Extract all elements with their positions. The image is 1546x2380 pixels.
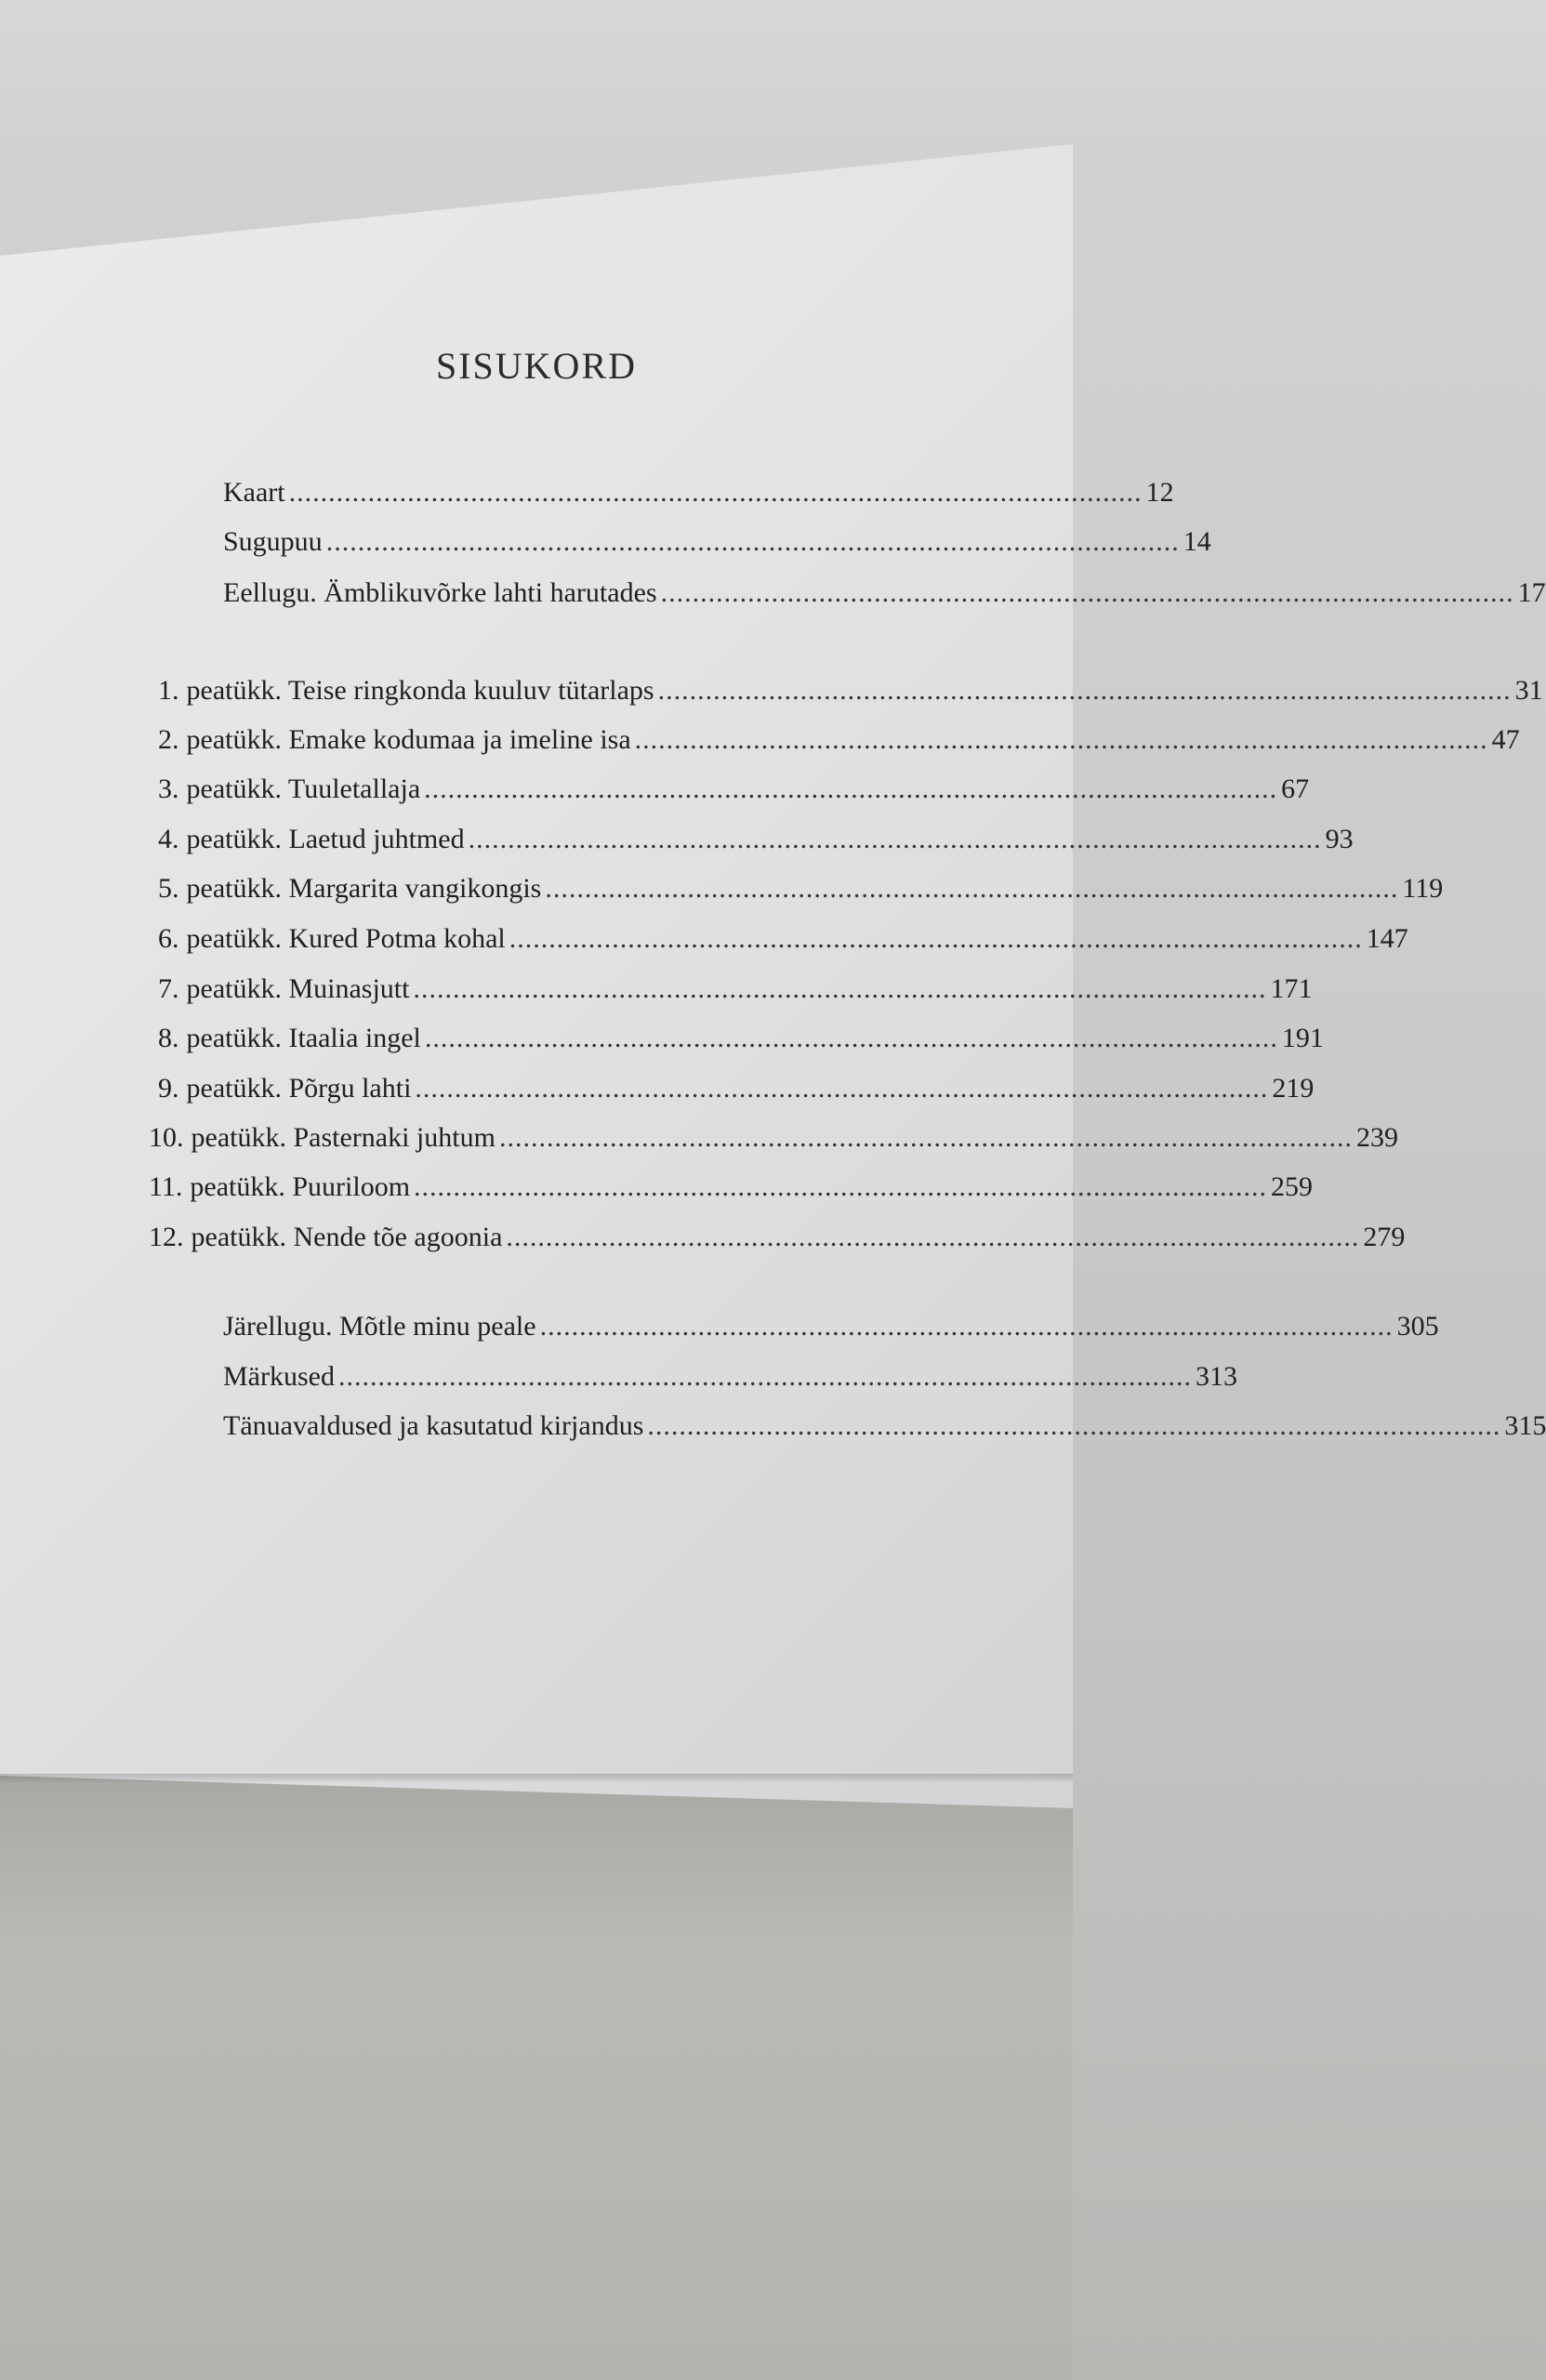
- toc-entry-chapter-8: 8. peatükk. Itaalia ingel ............................................................................................................ 191: [158, 1023, 1324, 1053]
- dot-leader: ............................................................................................................: [545, 873, 1399, 904]
- toc-entry-tanuavaldused: Tänuavaldused ja kasutatud kirjandus ............................................................................................................ 315: [223, 1410, 1546, 1441]
- dot-leader: ............................................................................................................: [288, 477, 1143, 508]
- toc-entry-jarellugu: Järellugu. Mõtle minu peale ............................................................................................................ 305: [223, 1311, 1439, 1342]
- dot-leader: ............................................................................................................: [506, 1222, 1360, 1252]
- toc-entry-chapter-9: 9. peatükk. Põrgu lahti ............................................................................................................ 219: [158, 1073, 1315, 1104]
- toc-entry-kaart: Kaart ............................................................................................................ 12: [223, 477, 1174, 508]
- dot-leader: ............................................................................................................: [634, 724, 1488, 755]
- page-title: SISUKORD: [435, 345, 638, 387]
- dot-leader: ............................................................................................................: [647, 1410, 1501, 1441]
- dot-leader: ............................................................................................................: [415, 1073, 1269, 1104]
- toc-entry-chapter-11: 11. peatükk. Puuriloom ............................................................................................................ 259: [149, 1171, 1314, 1202]
- toc-entry-chapter-1: 1. peatükk. Teise ringkonda kuuluv tütarlaps ............................................................................................................ 31: [158, 675, 1543, 706]
- toc-entry-chapter-2: 2. peatükk. Emake kodumaa ja imeline isa ............................................................................................................ 47: [158, 724, 1520, 755]
- dot-leader: ............................................................................................................: [424, 1023, 1278, 1053]
- dot-leader: ............................................................................................................: [539, 1311, 1394, 1342]
- toc-entry-chapter-3: 3. peatükk. Tuuletallaja ............................................................................................................ 67: [158, 774, 1310, 804]
- page-edge-shadow: [0, 1774, 1073, 1783]
- toc-entry-chapter-6: 6. peatükk. Kured Potma kohal ............................................................................................................ 147: [158, 923, 1408, 954]
- dot-leader: ............................................................................................................: [413, 973, 1267, 1004]
- toc-entry-eellugu: Eellugu. Ämblikuvõrke lahti harutades ............................................................................................................ 17: [223, 577, 1546, 608]
- toc-entry-chapter-10: 10. peatükk. Pasternaki juhtum ............................................................................................................ 239: [149, 1122, 1398, 1153]
- toc-entry-chapter-4: 4. peatükk. Laetud juhtmed ............................................................................................................ 93: [158, 824, 1354, 854]
- dot-leader: ............................................................................................................: [424, 774, 1278, 804]
- dot-leader: ............................................................................................................: [657, 675, 1512, 706]
- dot-leader: ............................................................................................................: [414, 1171, 1268, 1202]
- toc-entry-sugupuu: Sugupuu ............................................................................................................ 14: [223, 526, 1211, 557]
- toc-entry-markused: Märkused ............................................................................................................ 313: [223, 1361, 1237, 1392]
- table-surface: [0, 1766, 1073, 2380]
- dot-leader: ............................................................................................................: [660, 577, 1514, 608]
- toc-entry-chapter-5: 5. peatükk. Margarita vangikongis ............................................................................................................ 119: [158, 873, 1444, 904]
- dot-leader: ............................................................................................................: [468, 824, 1322, 854]
- dot-leader: ............................................................................................................: [337, 1361, 1192, 1392]
- toc-entry-chapter-12: 12. peatükk. Nende tõe agoonia ............................................................................................................ 279: [149, 1222, 1406, 1252]
- dot-leader: ............................................................................................................: [325, 526, 1180, 557]
- dot-leader: ............................................................................................................: [498, 1122, 1353, 1153]
- toc-entry-chapter-7: 7. peatükk. Muinasjutt ............................................................................................................ 171: [158, 973, 1313, 1004]
- dot-leader: ............................................................................................................: [509, 923, 1363, 954]
